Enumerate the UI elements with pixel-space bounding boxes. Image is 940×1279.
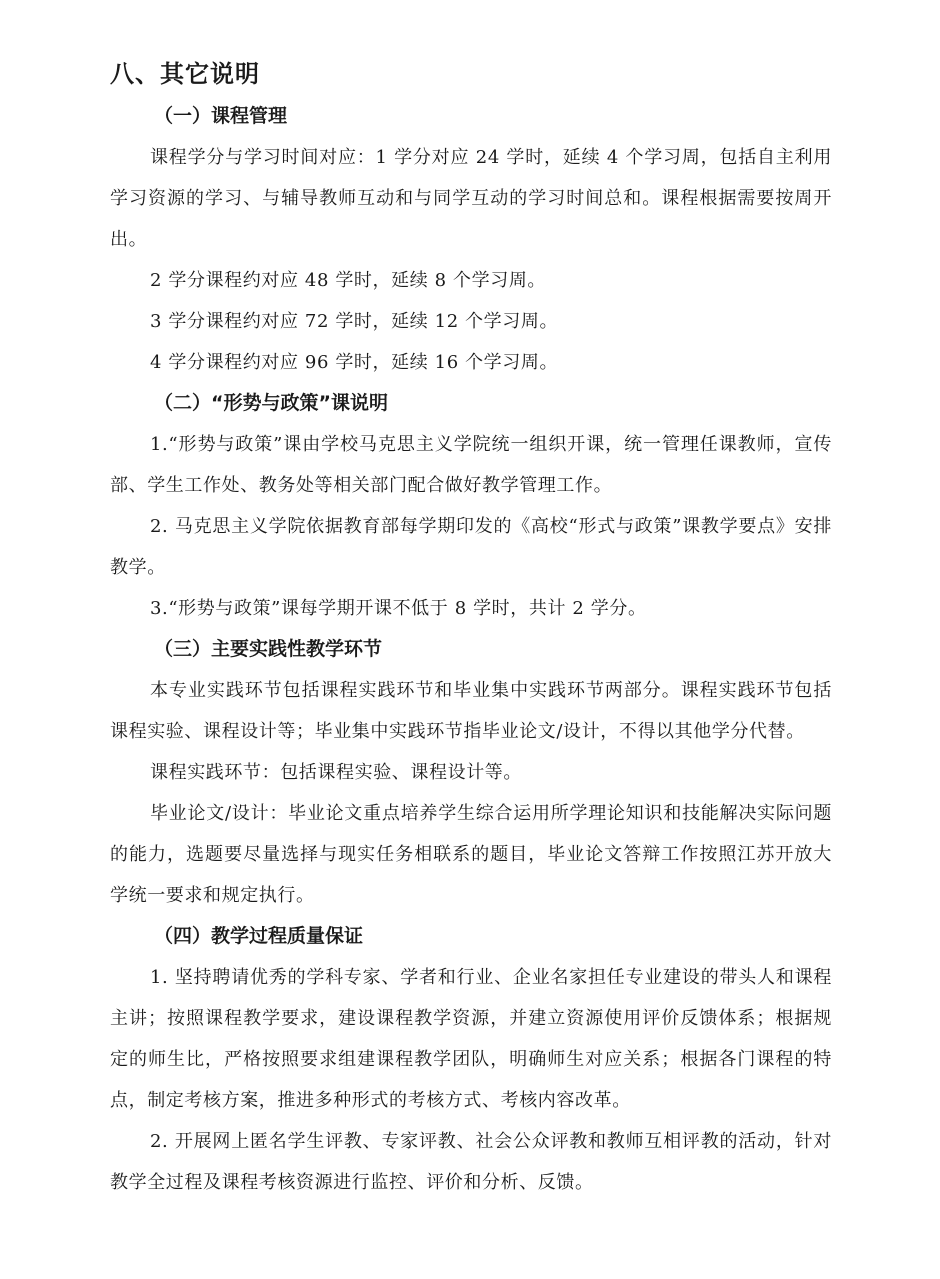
paragraph: 毕业论文/设计：毕业论文重点培养学生综合运用所学理论知识和技能解决实际问题的能力，选题要尽量选择与现实任务相联系的题目，毕业论文答辩工作按照江苏开放大学统一要求和规定执行。 <box>110 803 832 906</box>
section-heading: （一）课程管理 <box>154 105 288 127</box>
paragraph: 课程实践环节：包括课程实验、课程设计等。 <box>150 762 522 783</box>
page-title: 八、其它说明 <box>110 60 260 88</box>
section-heading: （四）教学过程质量保证 <box>154 925 364 947</box>
paragraph: 4 学分课程约对应 96 学时，延续 16 个学习周。 <box>150 352 559 373</box>
section-heading: （二）“形势与政策”课说明 <box>154 392 388 414</box>
paragraph: 2. 开展网上匿名学生评教、专家评教、社会公众评教和教师互相评教的活动，针对教学全过程及课程考核资源进行监控、评价和分析、反馈。 <box>110 1131 832 1193</box>
document-body <box>110 96 832 1203</box>
paragraph: 1. 坚持聘请优秀的学科专家、学者和行业、企业名家担任专业建设的带头人和课程主讲；按照课程教学要求，建设课程教学资源，并建立资源使用评价反馈体系；根据规定的师生比，严格按照要求组建课程教学团队，明确师生对应关系；根据各门课程的特点，制定考核方案，推进多种形式的考核方式、考核内容改革。 <box>110 967 832 1111</box>
paragraph: 2. 马克思主义学院依据教育部每学期印发的《高校“形式与政策”课教学要点》安排教学。 <box>110 516 832 578</box>
section-heading: （三）主要实践性教学环节 <box>154 638 383 660</box>
paragraph: 2 学分课程约对应 48 学时，延续 8 个学习周。 <box>150 270 547 291</box>
paragraph: 本专业实践环节包括课程实践环节和毕业集中实践环节两部分。课程实践环节包括课程实验、课程设计等；毕业集中实践环节指毕业论文/设计，不得以其他学分代替。 <box>110 680 832 742</box>
paragraph: 1.“形势与政策”课由学校马克思主义学院统一组织开课，统一管理任课教师，宣传部、学生工作处、教务处等相关部门配合做好教学管理工作。 <box>110 434 832 496</box>
paragraph: 课程学分与学习时间对应：1 学分对应 24 学时，延续 4 个学习周，包括自主利用学习资源的学习、与辅导教师互动和与同学互动的学习时间总和。课程根据需要按周开出。 <box>110 147 832 250</box>
paragraph: 3.“形势与政策”课每学期开课不低于 8 学时，共计 2 学分。 <box>150 598 647 619</box>
paragraph: 3 学分课程约对应 72 学时，延续 12 个学习周。 <box>150 311 559 332</box>
